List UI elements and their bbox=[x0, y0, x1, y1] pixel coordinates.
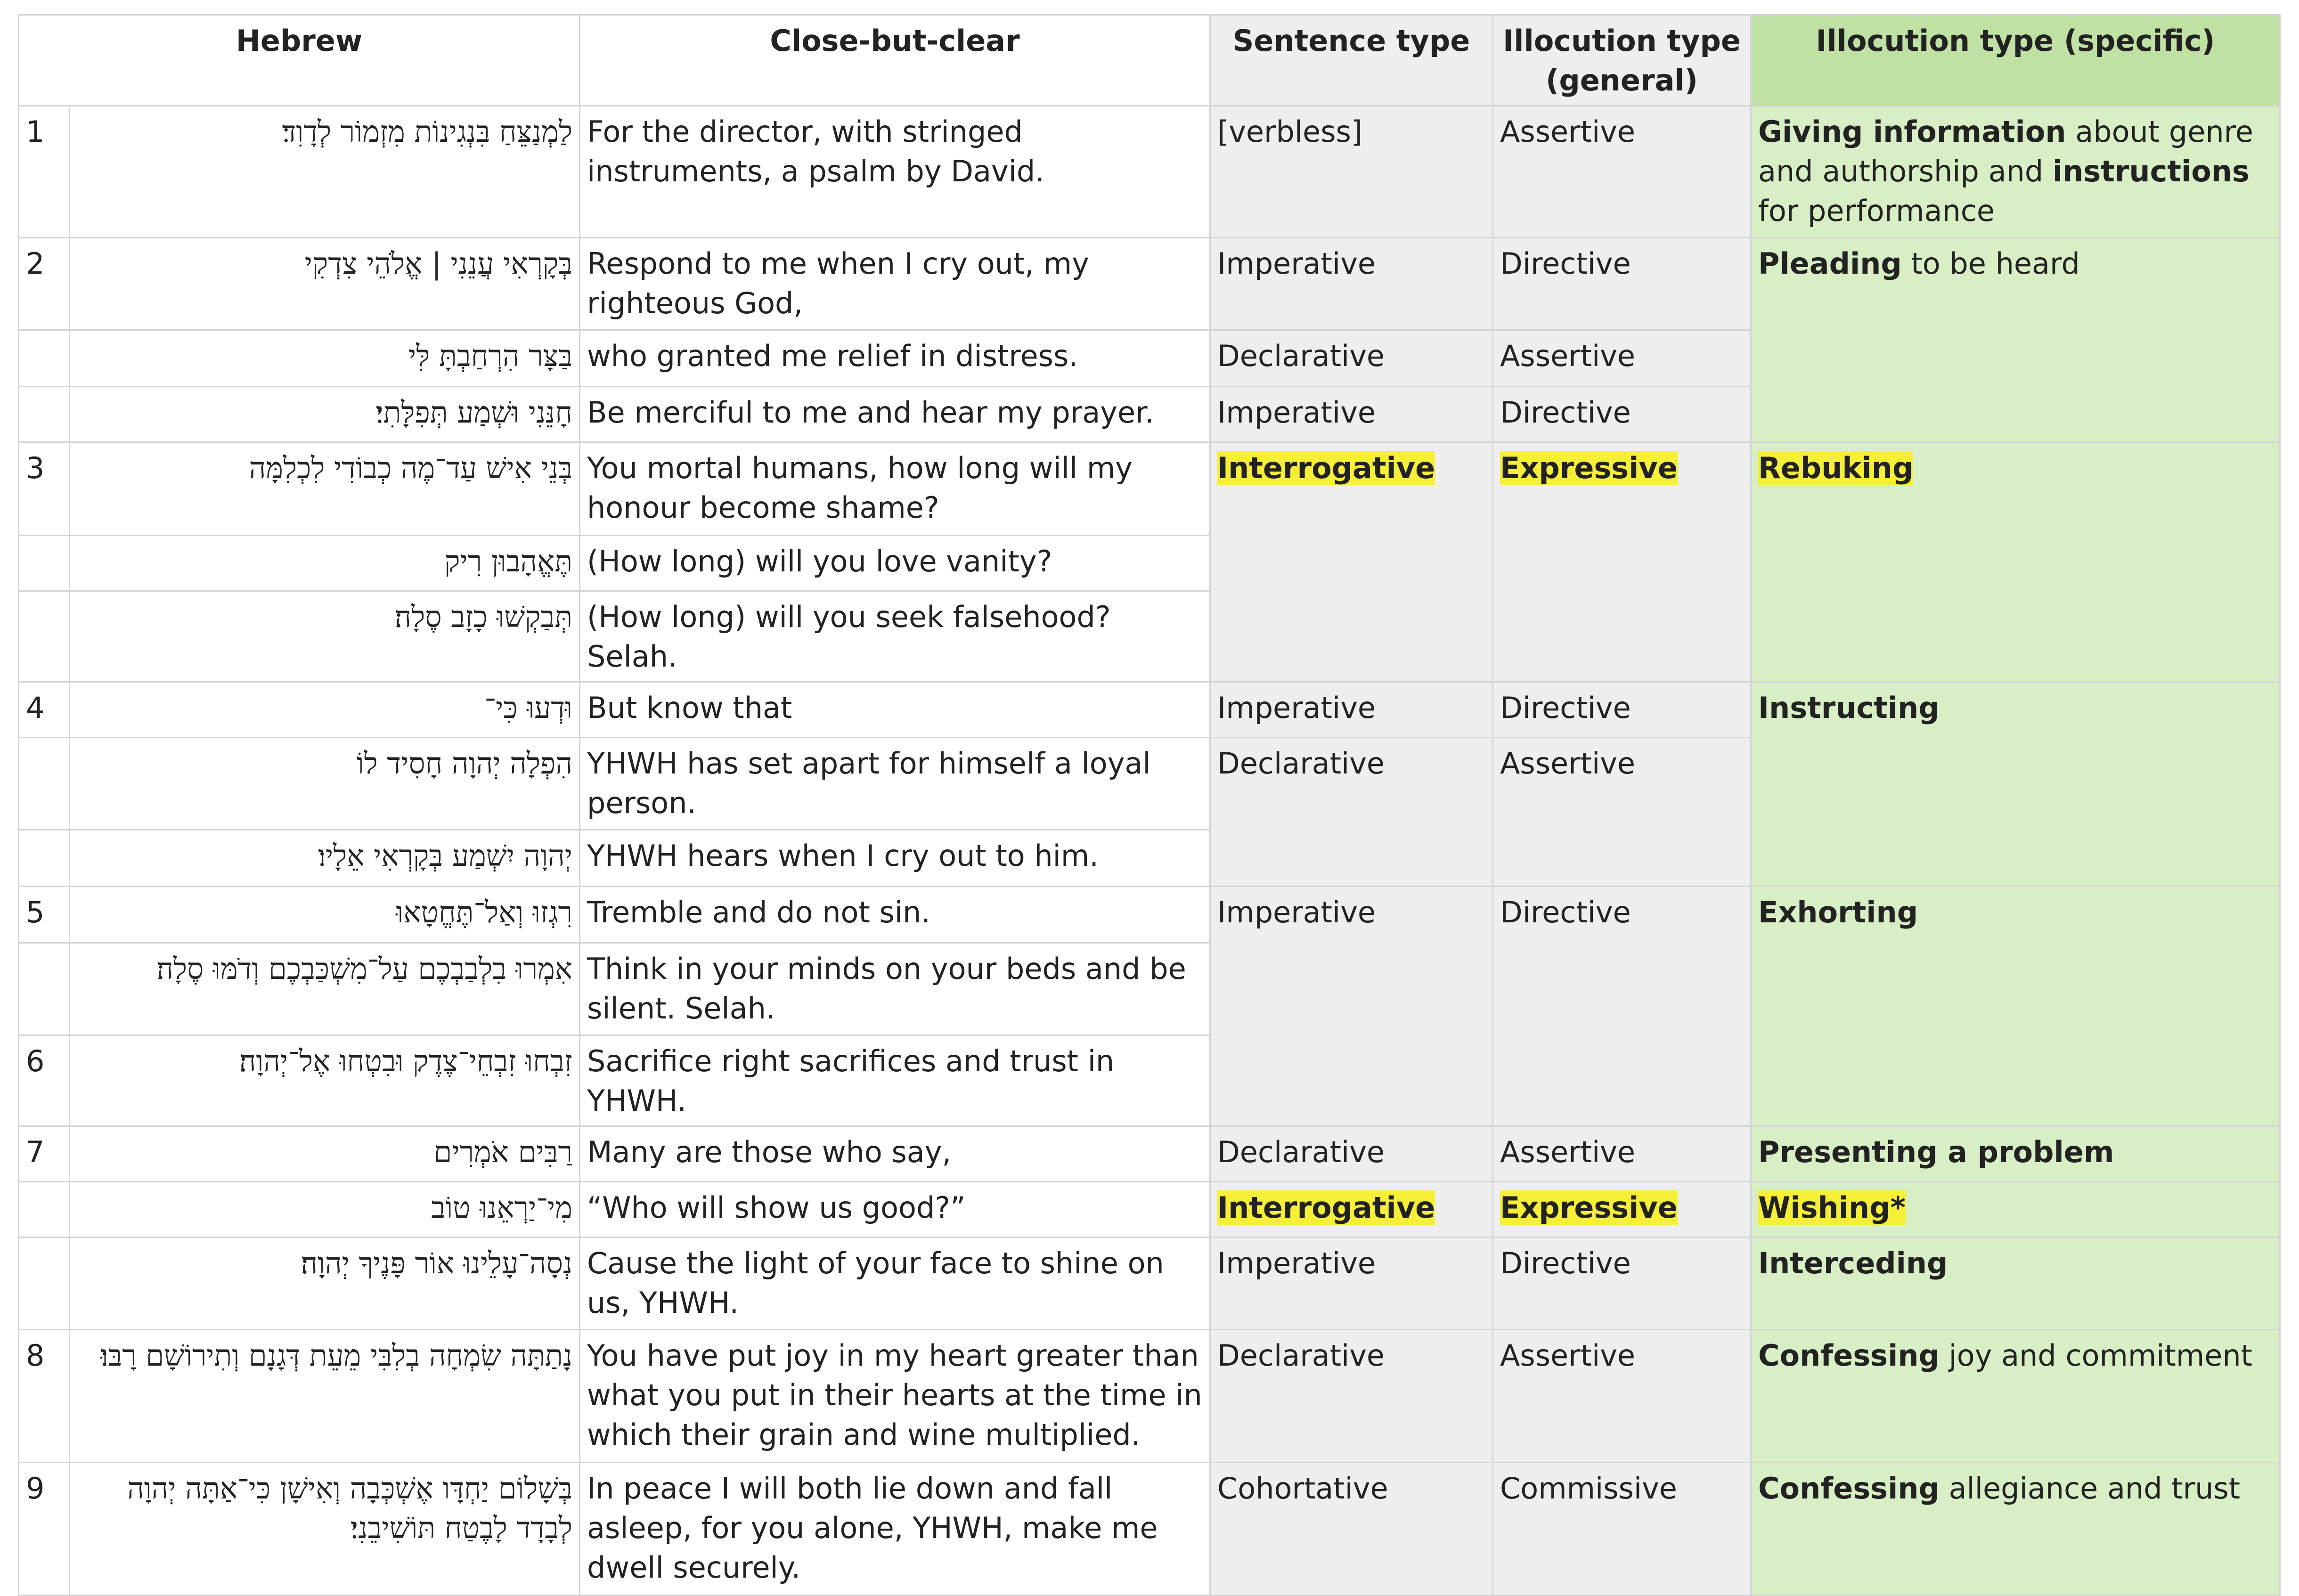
specific-bold: Instructing bbox=[1758, 691, 1940, 725]
english-text: Cause the light of your face to shine on us, YHWH. bbox=[580, 1238, 1210, 1330]
specific-bold: instructions bbox=[2052, 154, 2250, 188]
english-text: (How long) will you seek falsehood? Selah. bbox=[580, 591, 1210, 682]
sentence-type: Declarative bbox=[1210, 330, 1493, 387]
header-sentence-type: Sentence type bbox=[1210, 15, 1493, 106]
illocution-general: Commissive bbox=[1493, 1463, 1751, 1596]
illocution-specific bbox=[1751, 1126, 2280, 1182]
hebrew-text: רַבִּים אֹמְרִים bbox=[70, 1126, 580, 1182]
sentence-type: Cohortative bbox=[1210, 1463, 1493, 1596]
illocution-specific bbox=[1751, 106, 2280, 238]
specific-text: about genre and authorship and bbox=[1758, 114, 2253, 188]
specific-bold: Interceding bbox=[1758, 1246, 1948, 1280]
hebrew-text: בְּקָרְאִי עֲנֵנִי | אֱלֹהֵי צִדְקִי bbox=[70, 238, 580, 330]
english-text: For the director, with stringed instruments, a psalm by David. bbox=[580, 106, 1210, 238]
sentence-type: [verbless] bbox=[1210, 106, 1493, 238]
hebrew-text: מִי־יַרְאֵנוּ טוֹב bbox=[70, 1182, 580, 1238]
verse-number bbox=[19, 536, 70, 591]
hebrew-text: לַמְנַצֵּחַ בִּנְגִינוֹת מִזְמוֹר לְדָוִד׃ bbox=[70, 106, 580, 238]
specific-bold: Exhorting bbox=[1758, 895, 1918, 929]
header-close-but-clear: Close-but-clear bbox=[580, 15, 1210, 106]
verse-number: 8 bbox=[19, 1330, 70, 1463]
sentence-type: Imperative bbox=[1210, 682, 1493, 738]
english-text: But know that bbox=[580, 682, 1210, 738]
verse-number: 6 bbox=[19, 1035, 70, 1126]
english-text: Many are those who say, bbox=[580, 1126, 1210, 1182]
illocution-general: Assertive bbox=[1493, 1126, 1751, 1182]
table-row bbox=[19, 682, 2280, 738]
verse-number bbox=[19, 738, 70, 830]
verse-number bbox=[19, 1182, 70, 1238]
hebrew-text: נָתַתָּה שִׂמְחָה בְלִבִּי מֵעֵת דְּגָנָם וְתִירוֹשָׁם רָבּוּ׃ bbox=[70, 1330, 580, 1463]
illocution-specific bbox=[1751, 682, 2280, 887]
english-text: In peace I will both lie down and fall asleep, for you alone, YHWH, make me dwell securely. bbox=[580, 1463, 1210, 1596]
hebrew-text: נְסָה־עָלֵינוּ אוֹר פָּנֶיךָ יְהוָה׃ bbox=[70, 1238, 580, 1330]
sentence-type: Imperative bbox=[1210, 387, 1493, 442]
illocution-specific bbox=[1751, 1463, 2280, 1596]
illocution-general: Directive bbox=[1493, 238, 1751, 330]
table-row bbox=[19, 1126, 2280, 1182]
english-text: “Who will show us good?” bbox=[580, 1182, 1210, 1238]
english-text: Tremble and do not sin. bbox=[580, 887, 1210, 943]
illocution-general bbox=[1493, 442, 1751, 682]
hebrew-text: רִגְזוּ וְאַל־תֶּחֱטָאוּ bbox=[70, 887, 580, 943]
header-hebrew: Hebrew bbox=[19, 15, 580, 106]
highlighted-label: Wishing* bbox=[1758, 1190, 1906, 1225]
illocution-general bbox=[1493, 1182, 1751, 1238]
sentence-type: Imperative bbox=[1210, 887, 1493, 1126]
table-row bbox=[19, 1182, 2280, 1238]
english-text: (How long) will you love vanity? bbox=[580, 536, 1210, 591]
specific-bold: Presenting a problem bbox=[1758, 1135, 2114, 1169]
english-text: who granted me relief in distress. bbox=[580, 330, 1210, 387]
specific-text: to be heard bbox=[1901, 246, 2080, 281]
header-illocution-general: Illocution type (general) bbox=[1493, 15, 1751, 106]
illocution-specific bbox=[1751, 1330, 2280, 1463]
table-row bbox=[19, 1238, 2280, 1330]
english-text: YHWH has set apart for himself a loyal person. bbox=[580, 738, 1210, 830]
verse-number: 2 bbox=[19, 238, 70, 330]
hebrew-text: אִמְרוּ בִלְבַבְכֶם עַל־מִשְׁכַּבְכֶם וְדֹמּוּ סֶלָה׃ bbox=[70, 943, 580, 1035]
illocution-table bbox=[18, 14, 2281, 1596]
table-row bbox=[19, 1463, 2280, 1596]
sentence-type bbox=[1210, 442, 1493, 682]
hebrew-text: תֶּאֱהָבוּן רִיק bbox=[70, 536, 580, 591]
sentence-type: Imperative bbox=[1210, 1238, 1493, 1330]
specific-bold: Confessing bbox=[1758, 1338, 1940, 1373]
hebrew-text: זִבְחוּ זִבְחֵי־צֶדֶק וּבִטְחוּ אֶל־יְהוָה׃ bbox=[70, 1035, 580, 1126]
highlighted-label: Expressive bbox=[1500, 1190, 1678, 1225]
sentence-type: Declarative bbox=[1210, 1126, 1493, 1182]
highlighted-label: Expressive bbox=[1500, 451, 1678, 485]
sentence-type: Declarative bbox=[1210, 1330, 1493, 1463]
sentence-type bbox=[1210, 1182, 1493, 1238]
verse-number bbox=[19, 387, 70, 442]
illocution-general: Assertive bbox=[1493, 738, 1751, 887]
table-row bbox=[19, 1330, 2280, 1463]
verse-number: 9 bbox=[19, 1463, 70, 1596]
sentence-type: Declarative bbox=[1210, 738, 1493, 887]
verse-number: 1 bbox=[19, 106, 70, 238]
table-row bbox=[19, 106, 2280, 238]
header-row bbox=[19, 15, 2280, 106]
table-row bbox=[19, 442, 2280, 536]
illocution-general: Directive bbox=[1493, 682, 1751, 738]
highlighted-label: Rebuking bbox=[1758, 451, 1914, 485]
specific-bold: Confessing bbox=[1758, 1471, 1940, 1506]
sentence-type: Imperative bbox=[1210, 238, 1493, 330]
illocution-general: Directive bbox=[1493, 887, 1751, 1126]
specific-bold: Pleading bbox=[1758, 246, 1902, 281]
verse-number bbox=[19, 830, 70, 887]
verse-number: 5 bbox=[19, 887, 70, 943]
hebrew-text: חָנֵּנִי וּשְׁמַע תְּפִלָּתִי׃ bbox=[70, 387, 580, 442]
verse-number bbox=[19, 1238, 70, 1330]
illocution-specific bbox=[1751, 442, 2280, 682]
illocution-specific bbox=[1751, 238, 2280, 442]
hebrew-text: יְהוָה יִשְׁמַע בְּקָרְאִי אֵלָיו׃ bbox=[70, 830, 580, 887]
specific-text: for performance bbox=[1758, 194, 1995, 228]
hebrew-text: בְּשָׁלוֹם יַחְדָּו אֶשְׁכְּבָה וְאִישָׁן כִּי־אַתָּה יְהוָה לְבָדָד לָבֶטַח תּוֹשִׁיבֵנִי׃ bbox=[70, 1463, 580, 1596]
illocution-specific bbox=[1751, 887, 2280, 1126]
english-text: You mortal humans, how long will my honour become shame? bbox=[580, 442, 1210, 536]
specific-text: allegiance and trust bbox=[1939, 1471, 2241, 1506]
verse-number bbox=[19, 330, 70, 387]
english-text: Think in your minds on your beds and be silent. Selah. bbox=[580, 943, 1210, 1035]
highlighted-label: Interrogative bbox=[1217, 451, 1435, 485]
illocution-general: Directive bbox=[1493, 387, 1751, 442]
hebrew-text: בַּצָּר הִרְחַבְתָּ לִּי bbox=[70, 330, 580, 387]
illocution-specific bbox=[1751, 1182, 2280, 1238]
verse-number: 4 bbox=[19, 682, 70, 738]
highlighted-label: Interrogative bbox=[1217, 1190, 1435, 1225]
header-illocution-specific: Illocution type (specific) bbox=[1751, 15, 2280, 106]
specific-text: joy and commitment bbox=[1939, 1338, 2252, 1373]
english-text: YHWH hears when I cry out to him. bbox=[580, 830, 1210, 887]
hebrew-text: וּדְעוּ כִּי־ bbox=[70, 682, 580, 738]
illocution-general: Directive bbox=[1493, 1238, 1751, 1330]
table-row bbox=[19, 238, 2280, 330]
specific-bold: Giving information bbox=[1758, 114, 2066, 149]
english-text: Respond to me when I cry out, my righteous God, bbox=[580, 238, 1210, 330]
hebrew-text: תְּבַקְשׁוּ כָזָב סֶלָה׃ bbox=[70, 591, 580, 682]
illocution-specific bbox=[1751, 1238, 2280, 1330]
english-text: Be merciful to me and hear my prayer. bbox=[580, 387, 1210, 442]
verse-number: 7 bbox=[19, 1126, 70, 1182]
verse-number bbox=[19, 591, 70, 682]
illocution-general: Assertive bbox=[1493, 1330, 1751, 1463]
hebrew-text: בְּנֵי אִישׁ עַד־מֶה כְבוֹדִי לִכְלִמָּה bbox=[70, 442, 580, 536]
verse-number: 3 bbox=[19, 442, 70, 536]
illocution-general: Assertive bbox=[1493, 330, 1751, 387]
english-text: Sacrifice right sacrifices and trust in YHWH. bbox=[580, 1035, 1210, 1126]
illocution-general: Assertive bbox=[1493, 106, 1751, 238]
verse-number bbox=[19, 943, 70, 1035]
table-row bbox=[19, 887, 2280, 943]
english-text: You have put joy in my heart greater than what you put in their hearts at the time in which their grain and wine multiplied. bbox=[580, 1330, 1210, 1463]
hebrew-text: הִפְלָה יְהוָה חָסִיד לוֹ bbox=[70, 738, 580, 830]
